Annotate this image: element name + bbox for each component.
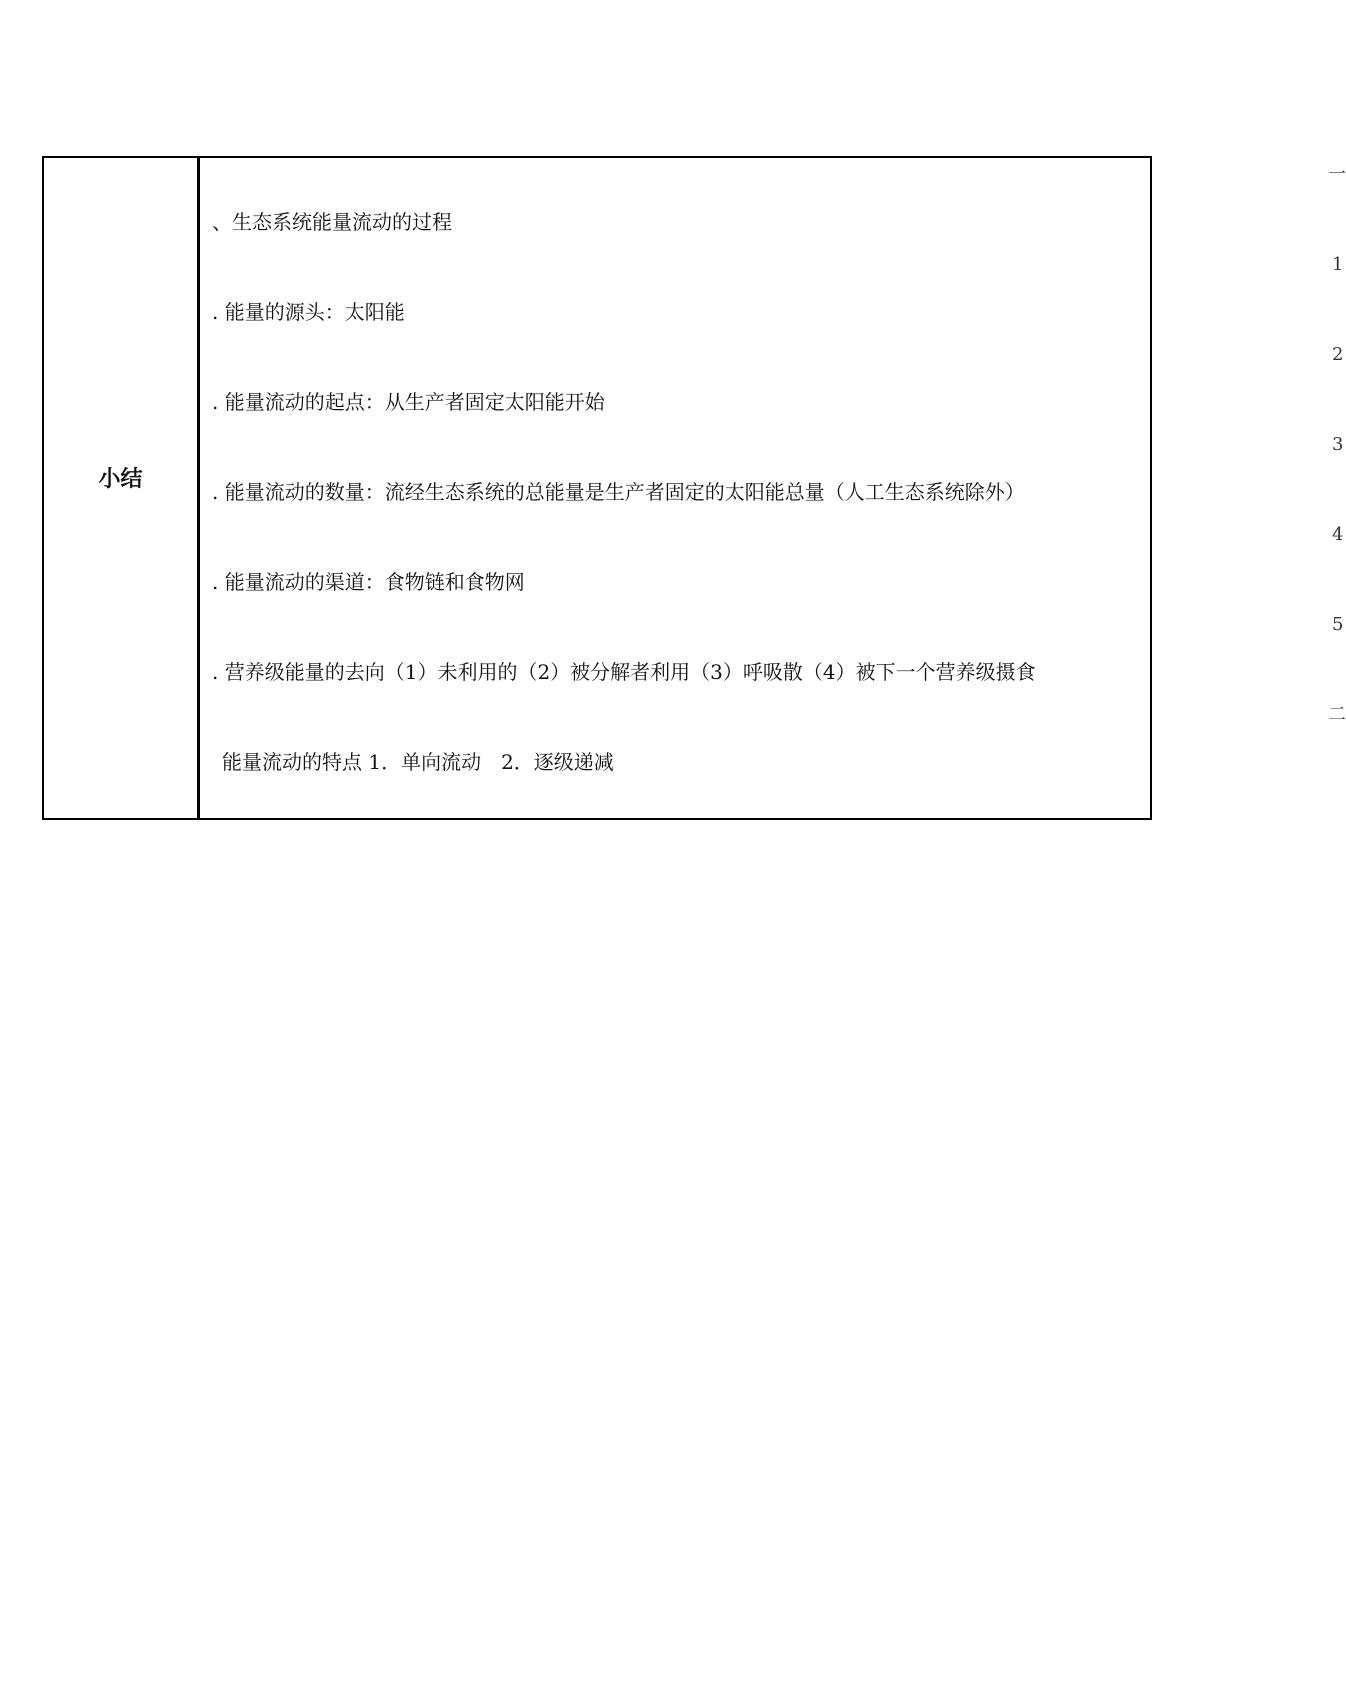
line-energy-destination: . 营养级能量的去向（1）未利用的（2）被分解者利用（3）呼吸散（4）被下一个营养级摄食	[212, 660, 1036, 684]
line-energy-amount: . 能量流动的数量：流经生态系统的总能量是生产者固定的太阳能总量（人工生态系统除外）	[212, 480, 1025, 504]
line-energy-source: . 能量的源头：太阳能	[212, 300, 405, 324]
marker-er: 二	[1328, 704, 1346, 725]
line-energy-characteristics: 能量流动的特点 1．单向流动 2．逐级递减	[222, 750, 614, 774]
marker-4: 4	[1332, 524, 1344, 545]
summary-label: 小结	[98, 467, 143, 492]
line-energy-channel: . 能量流动的渠道：食物链和食物网	[212, 570, 525, 594]
summary-table	[42, 156, 1346, 820]
line-energy-start: . 能量流动的起点：从生产者固定太阳能开始	[212, 390, 605, 414]
marker-3: 3	[1332, 434, 1344, 455]
line-energy-flow-process: 、生态系统能量流动的过程	[212, 210, 452, 234]
marker-1: 1	[1332, 254, 1344, 275]
label-cell	[44, 158, 200, 818]
content-cell	[200, 158, 1346, 818]
marker-yi: 一	[1328, 164, 1346, 185]
marker-2: 2	[1332, 344, 1344, 365]
marker-5: 5	[1332, 614, 1344, 635]
